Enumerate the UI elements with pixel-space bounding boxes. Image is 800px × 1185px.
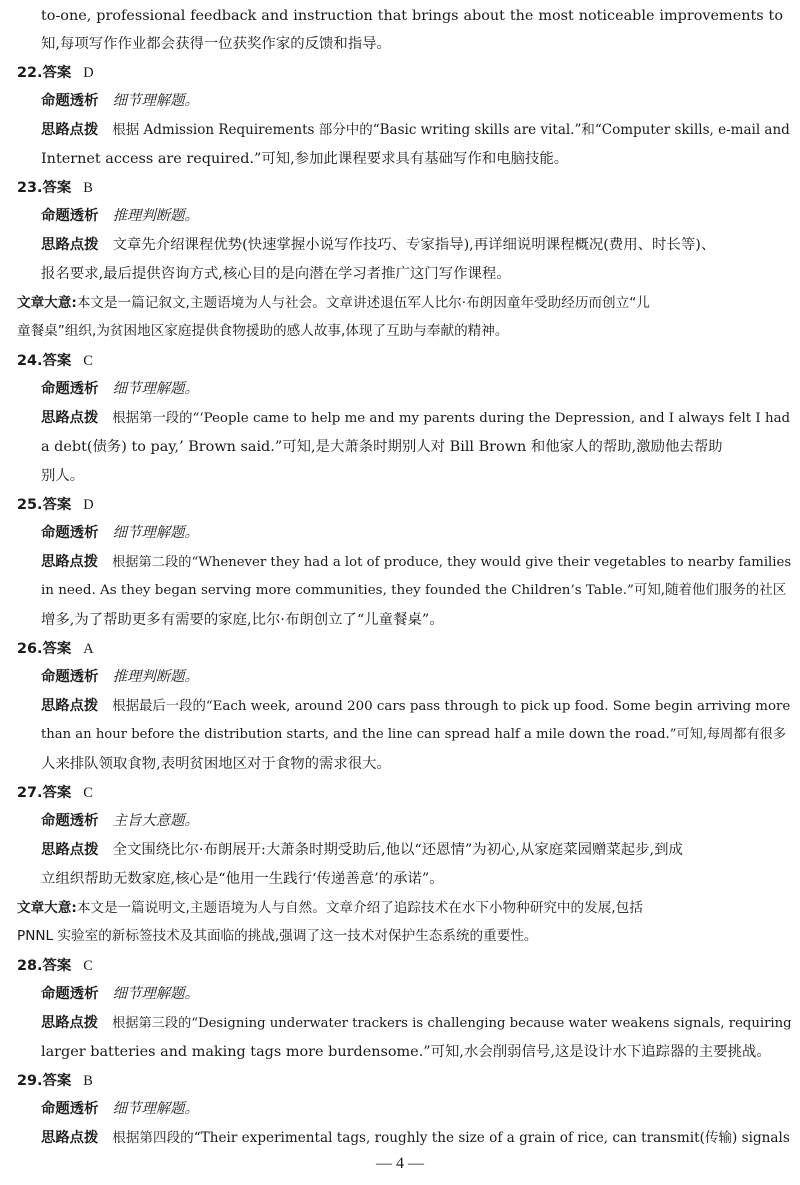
- question-number: 24.: [17, 353, 43, 369]
- answer-label: 答案: [42, 1073, 72, 1089]
- hint-text: Internet access are required.”可知,参加此课程要求具有基础写作和电脑技能。: [41, 151, 569, 167]
- hint-text: a debt(债务) to pay,’ Brown said.”可知,是大萧条时期别人对 Bill Brown 和他家人的帮助,激励他去帮助: [41, 439, 723, 455]
- hint-label: 思路点拨: [41, 1130, 99, 1146]
- analysis-line-22: [41, 91, 199, 111]
- answer-line-27: [17, 783, 93, 803]
- hint-label: 思路点拨: [41, 842, 99, 858]
- hint-text: 根据第一段的“‘People came to help me and my parents during the Depression, and I always felt I had: [112, 411, 791, 426]
- answer-value: C: [83, 353, 93, 369]
- hint-line-22: [41, 120, 790, 140]
- analysis-line-27: [41, 811, 199, 831]
- question-number: 22.: [17, 65, 43, 81]
- hint-line-29: [41, 1128, 790, 1148]
- hint-line-25: [41, 552, 791, 573]
- analysis-label: 命题透析: [41, 208, 99, 224]
- hint-text: 根据第四段的“Their experimental tags, roughly the size of a grain of rice, can transmit(传输) signals: [112, 1130, 790, 1146]
- answer-label: 答案: [42, 958, 72, 974]
- answer-value: D: [83, 65, 94, 81]
- answer-label: 答案: [42, 785, 72, 801]
- hint-line-27: [41, 840, 683, 860]
- analysis-line-28: [41, 984, 199, 1004]
- hint-text: 人来排队领取食物,表明贫困地区对于食物的需求很大。: [41, 756, 391, 772]
- answer-line-24: [17, 351, 93, 371]
- question-number: 29.: [17, 1073, 43, 1089]
- analysis-label: 命题透析: [41, 93, 99, 109]
- answer-line-26: [17, 639, 94, 659]
- hint-text: 文章先介绍课程优势(快速掌握小说写作技巧、专家指导),再详细说明课程概况(费用、时长等)、: [112, 237, 716, 253]
- hint-text: in need. As they began serving more communities, they founded the Children’s Table.”可知,随着他们服务的社区: [41, 583, 787, 598]
- continuation-line: 知,每项写作作业都会获得一位获奖作家的反馈和指导。: [41, 36, 391, 52]
- hint-label: 思路点拨: [41, 122, 99, 138]
- hint-text: 根据 Admission Requirements 部分中的“Basic writing skills are vital.”和“Computer skills, e-mail and: [112, 122, 790, 138]
- summary-text: 童餐桌”组织,为贫困地区家庭提供食物援助的感人故事,体现了互助与奉献的精神。: [17, 323, 509, 339]
- hint-line-28: [41, 1013, 792, 1034]
- hint-line-26: [41, 696, 790, 717]
- hint-text: 根据第二段的“Whenever they had a lot of produce, they would give their vegetables to nearby families: [112, 555, 792, 570]
- analysis-line-24: [41, 379, 199, 399]
- page-number: — 4 —: [376, 1155, 424, 1172]
- hint-label: 思路点拨: [41, 237, 99, 253]
- continuation-line: to-one, professional feedback and instruction that brings about the most noticeable improvements to: [41, 8, 783, 24]
- summary-text: 本文是一篇记叙文,主题语境为人与社会。文章讲述退伍军人比尔·布朗因童年受助经历而创立“儿: [76, 295, 650, 311]
- hint-text: 报名要求,最后提供咨询方式,核心目的是向潜在学习者推广这门写作课程。: [41, 266, 511, 282]
- answer-line-28: [17, 956, 93, 976]
- hint-line-24: [41, 408, 790, 429]
- analysis-line-25: [41, 523, 199, 543]
- hint-text: than an hour before the distribution starts, and the line can spread half a mile down the road.”可知,每周都有很多: [41, 727, 786, 742]
- analysis-line-26: [41, 667, 199, 687]
- answer-label: 答案: [42, 641, 72, 657]
- hint-label: 思路点拨: [41, 554, 99, 570]
- analysis-label: 命题透析: [41, 381, 99, 397]
- question-number: 27.: [17, 785, 43, 801]
- answer-label: 答案: [42, 65, 72, 81]
- hint-text: 立组织帮助无数家庭,核心是“他用一生践行‘传递善意’的承诺”。: [41, 871, 444, 887]
- hint-text: 增多,为了帮助更多有需要的家庭,比尔·布朗创立了“儿童餐桌”。: [41, 612, 444, 628]
- hint-text: 别人。: [41, 468, 85, 484]
- summary-label: 文章大意:: [17, 295, 77, 311]
- hint-text: 根据第三段的“Designing underwater trackers is challenging because water weakens signals, requiring: [112, 1016, 792, 1031]
- answer-value: B: [83, 1073, 93, 1089]
- answer-line-25: [17, 495, 94, 515]
- analysis-line-23: [41, 206, 199, 226]
- question-type: 细节理解题。: [112, 381, 199, 397]
- question-number: 26.: [17, 641, 43, 657]
- answer-value: A: [83, 641, 94, 657]
- hint-text: 根据最后一段的“Each week, around 200 cars pass through to pick up food. Some begin arriving more: [112, 699, 791, 714]
- question-type: 细节理解题。: [112, 1101, 199, 1117]
- hint-label: 思路点拨: [41, 410, 99, 426]
- question-type: 推理判断题。: [112, 208, 199, 224]
- hint-text: 全文围绕比尔·布朗展开:大萧条时期受助后,他以“还恩情”为初心,从家庭菜园赠菜起步,到成: [112, 842, 683, 858]
- answer-line-29: [17, 1071, 93, 1091]
- hint-text: larger batteries and making tags more burdensome.”可知,水会削弱信号,这是设计水下追踪器的主要挑战。: [41, 1044, 771, 1060]
- answer-label: 答案: [42, 497, 72, 513]
- question-type: 推理判断题。: [112, 669, 199, 685]
- answer-value: B: [83, 180, 93, 196]
- summary-label: 文章大意:: [17, 900, 77, 916]
- analysis-label: 命题透析: [41, 669, 99, 685]
- question-number: 23.: [17, 180, 43, 196]
- analysis-label: 命题透析: [41, 813, 99, 829]
- analysis-label: 命题透析: [41, 986, 99, 1002]
- hint-label: 思路点拨: [41, 698, 99, 714]
- summary-text: 本文是一篇说明文,主题语境为人与自然。文章介绍了追踪技术在水下小物种研究中的发展,包括: [76, 900, 643, 916]
- hint-label: 思路点拨: [41, 1015, 99, 1031]
- answer-value: C: [83, 785, 93, 801]
- question-number: 28.: [17, 958, 43, 974]
- hint-line-23: [41, 235, 715, 255]
- question-type: 细节理解题。: [112, 525, 199, 541]
- answer-value: D: [83, 497, 94, 513]
- answer-line-22: [17, 63, 94, 83]
- answer-label: 答案: [42, 353, 72, 369]
- question-type: 细节理解题。: [112, 986, 199, 1002]
- summary-text: PNNL 实验室的新标签技术及其面临的挑战,强调了这一技术对保护生态系统的重要性。: [17, 928, 538, 944]
- summary-line: [17, 293, 650, 313]
- question-type: 主旨大意题。: [112, 813, 199, 829]
- analysis-line-29: [41, 1099, 199, 1119]
- answer-line-23: [17, 178, 93, 198]
- summary-line: [17, 898, 643, 918]
- question-type: 细节理解题。: [112, 93, 199, 109]
- question-number: 25.: [17, 497, 43, 513]
- analysis-label: 命题透析: [41, 525, 99, 541]
- answer-label: 答案: [42, 180, 72, 196]
- analysis-label: 命题透析: [41, 1101, 99, 1117]
- answer-value: C: [83, 958, 93, 974]
